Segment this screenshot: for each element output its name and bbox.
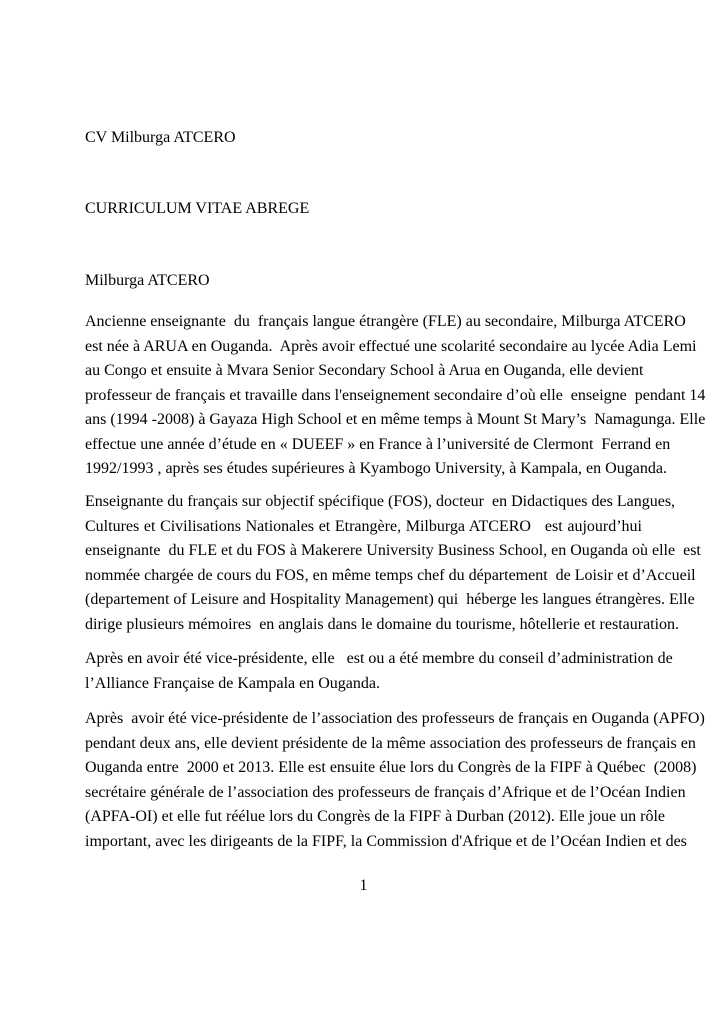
text-line: (departement of Leisure and Hospitality Management) qui héberge les langues étrangères. Elle [85,591,695,608]
paragraph [85,490,701,637]
text-line: Après en avoir été vice-présidente, elle est ou a été membre du conseil d’administration de [85,650,673,667]
text-line: (APFA-OI) et elle fut réélue lors du Congrès de la FIPF à Durban (2012). Elle joue un rôle [85,808,666,825]
text-line: Enseignante du français sur objectif spécifique (FOS), docteur en Didactiques des Langues, [85,493,676,510]
text-line: Cultures et Civilisations Nationales et Etrangère, Milburga ATCERO est aujourd’hui [85,517,642,535]
text-line: au Congo et ensuite à Mvara Senior Secondary School à Arua en Ouganda, elle devient [85,362,644,379]
text-line: Ouganda entre 2000 et 2013. Elle est ensuite élue lors du Congrès de la FIPF à Québec (2008) [85,759,697,776]
text-line: pendant deux ans, elle devient présidente de la même association des professeurs de français en [85,734,696,752]
text-line: secrétaire générale de l’association des professeurs de français d’Afrique et de l’Océan Indien [85,783,686,801]
subject-name: Milburga ATCERO [85,272,210,289]
paragraph [85,647,673,696]
text-line: ans (1994 -2008) à Gayaza High School et en même temps à Mount St Mary’s Namagunga. Elle [85,411,706,428]
text-line: Après avoir été vice-présidente de l’association des professeurs de français en Ouganda (APFO) [85,710,705,727]
doc-header-line: CV Milburga ATCERO [85,129,236,146]
text-line: nommée chargée de cours du FOS, en même temps chef du département de Loisir et d’Accueil [85,566,696,584]
paragraph [85,310,706,482]
text-line: professeur de français et travaille dans l'enseignement secondaire d’où elle enseigne pendant 14 [85,386,706,404]
text-line: 1992/1993 , après ses études supérieures à Kyambogo University, à Kampala, en Ouganda. [85,460,667,477]
text-line: dirige plusieurs mémoires en anglais dans le domaine du tourisme, hôtellerie et restauration. [85,615,680,633]
paragraph [85,707,705,854]
doc-title: CURRICULUM VITAE ABREGE [85,200,310,217]
text-line: effectue une année d’étude en « DUEEF » en France à l’université de Clermont Ferrand en [85,435,671,453]
text-line: l’Alliance Française de Kampala en Ouganda. [85,674,380,692]
text-line: important, avec les dirigeants de la FIPF, la Commission d'Afrique et de l’Océan Indien et des [85,832,687,850]
text-line: enseignante du FLE et du FOS à Makerere University Business School, en Ouganda où elle est [85,542,701,559]
page-number: 1 [359,877,368,894]
text-line: Ancienne enseignante du français langue étrangère (FLE) au secondaire, Milburga ATCERO [85,313,686,330]
text-line: est née à ARUA en Ouganda. Après avoir effectué une scolarité secondaire au lycée Adia Lemi [85,337,697,355]
